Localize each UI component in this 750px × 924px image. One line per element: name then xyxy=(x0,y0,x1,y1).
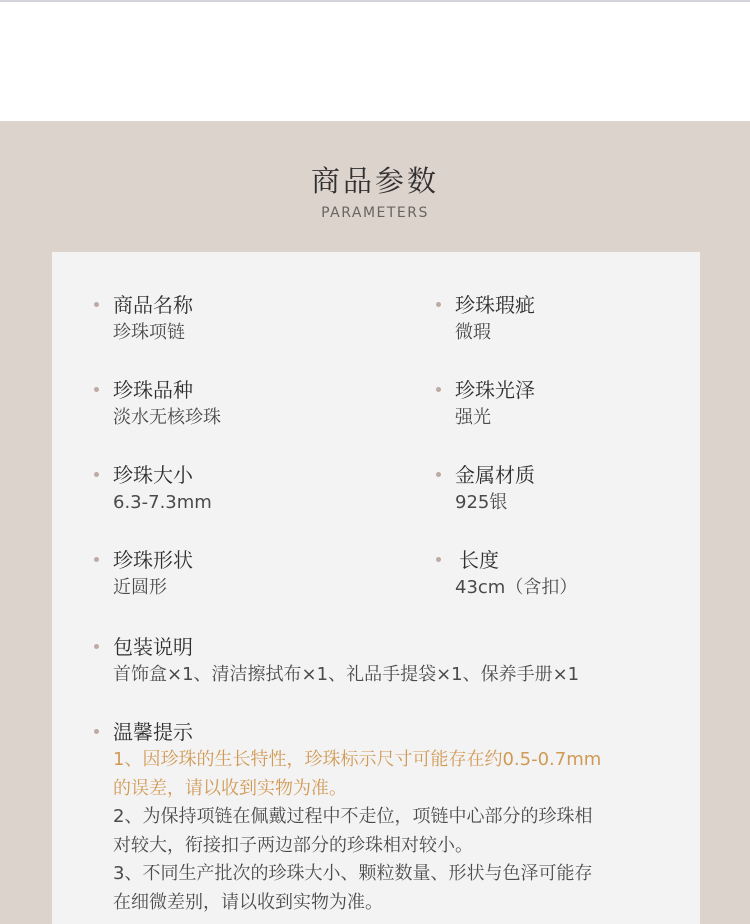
param-product-name xyxy=(113,291,193,347)
bullet-dot xyxy=(94,472,99,477)
param-metal-material xyxy=(455,461,535,517)
param-label: 金属材质 xyxy=(455,463,535,487)
param-label: 珍珠光泽 xyxy=(455,378,535,402)
top-divider xyxy=(0,0,750,2)
bullet-dot xyxy=(94,644,99,649)
param-label: 商品名称 xyxy=(113,293,193,317)
param-value: 淡水无核珍珠 xyxy=(113,407,221,428)
param-value: 强光 xyxy=(455,407,491,428)
bullet-dot xyxy=(436,472,441,477)
param-pearl-variety xyxy=(113,376,221,432)
param-value: 珍珠项链 xyxy=(113,322,185,343)
param-label: 珍珠形状 xyxy=(113,548,193,572)
param-label: 珍珠瑕疵 xyxy=(455,293,535,317)
param-pearl-flaw xyxy=(455,291,535,347)
bullet-dot xyxy=(436,557,441,562)
param-pearl-luster xyxy=(455,376,535,432)
param-label: 温馨提示 xyxy=(113,720,193,744)
tip-line: 3、不同生产批次的珍珠大小、颗粒数量、形状与色泽可能存 xyxy=(113,863,593,884)
param-tips xyxy=(113,718,643,917)
section-subtitle: PARAMETERS xyxy=(321,205,429,221)
bullet-dot xyxy=(94,387,99,392)
bullet-dot xyxy=(94,302,99,307)
param-label: 长度 xyxy=(459,548,499,572)
param-value: 43cm（含扣） xyxy=(455,577,578,598)
param-label: 包装说明 xyxy=(113,635,193,659)
bullet-dot xyxy=(436,387,441,392)
param-pearl-size xyxy=(113,461,212,517)
param-label: 珍珠品种 xyxy=(113,378,193,402)
tip-line: 在细微差别，请以收到实物为准。 xyxy=(113,891,383,913)
param-packaging xyxy=(113,633,579,689)
tip-line: 的误差，请以收到实物为准。 xyxy=(113,777,347,799)
param-value: 近圆形 xyxy=(113,577,167,598)
tip-line: 2、为保持项链在佩戴过程中不走位，项链中心部分的珍珠相 xyxy=(113,806,593,827)
bullet-dot xyxy=(94,729,99,734)
tip-line: 对较大，衔接扣子两边部分的珍珠相对较小。 xyxy=(113,834,473,856)
param-value: 925银 xyxy=(455,492,508,513)
tip-line: 1、因珍珠的生长特性，珍珠标示尺寸可能存在约0.5-0.7mm xyxy=(113,749,602,770)
param-label: 珍珠大小 xyxy=(113,463,193,487)
section-header xyxy=(0,160,750,222)
param-value: 6.3-7.3mm xyxy=(113,492,212,513)
bullet-dot xyxy=(436,302,441,307)
section-title: 商品参数 xyxy=(310,164,439,198)
param-value: 首饰盒×1、清洁擦拭布×1、礼品手提袋×1、保养手册×1 xyxy=(113,664,580,685)
top-blank-area xyxy=(0,0,750,121)
param-value: 微瑕 xyxy=(455,322,491,343)
param-length xyxy=(455,546,577,602)
bullet-dot xyxy=(94,557,99,562)
param-pearl-shape xyxy=(113,546,193,602)
